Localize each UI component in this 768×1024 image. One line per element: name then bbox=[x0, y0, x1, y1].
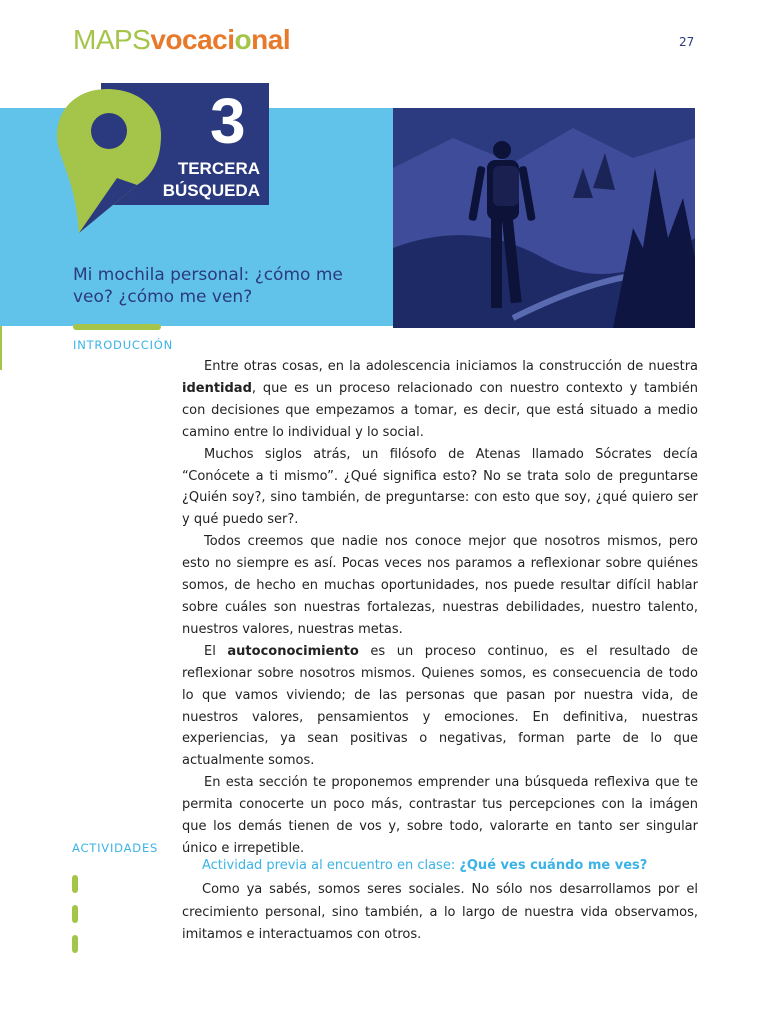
logo-vocacional bbox=[150, 24, 290, 55]
paragraph: Como ya sabés, somos seres sociales. No sólo nos desarrollamos por el crecimiento personal, sino también, a lo largo de nuestra vida observamos, imitamos e interactuamos con otros. bbox=[182, 882, 698, 942]
logo-voc-o: o bbox=[234, 24, 252, 55]
chapter-label-line1: TERCERA bbox=[177, 159, 260, 178]
chapter-number: 3 bbox=[210, 85, 246, 157]
section-intro-label: INTRODUCCIÓN bbox=[73, 338, 174, 352]
activity-dash bbox=[72, 905, 78, 923]
logo-voc-end: nal bbox=[251, 24, 291, 55]
activity-heading bbox=[202, 858, 647, 873]
chapter-label bbox=[140, 158, 260, 202]
logo-maps: MAPS bbox=[73, 24, 151, 55]
paragraph: En esta sección te proponemos emprender una búsqueda reflexiva que te permita conocerte un poco más, contrastar tus percepciones con la imágen que los demás tienen de vos y, sobre todo, valorarte en tanto ser singular único e irrepetible. bbox=[182, 775, 698, 856]
paragraph: Muchos siglos atrás, un filósofo de Atenas llamado Sócrates decía “Conócete a ti mismo”. ¿Qué significa esto? No se trata solo de preguntarse ¿Quién soy?, sino también, de preguntarse: con esto que soy, ¿qué quiero ser y qué puedo ser?. bbox=[182, 446, 698, 528]
hiker-illustration bbox=[393, 108, 695, 328]
chapter-title: Mi mochila personal: ¿cómo me veo? ¿cómo me ven? bbox=[73, 265, 343, 307]
intro-text bbox=[182, 356, 698, 860]
hiker-photo bbox=[393, 108, 695, 328]
page-number: 27 bbox=[679, 35, 695, 49]
chapter-label-line2: BÚSQUEDA bbox=[162, 181, 260, 200]
activity-dash bbox=[72, 875, 78, 893]
activity-lead: Actividad previa al encuentro en clase: bbox=[202, 858, 460, 873]
paragraph: Entre otras cosas, en la adolescencia iniciamos la construcción de nuestra identidad, que es un proceso relacionado con nuestro contexto y también con decisiones que empezamos a tomar, es decir, que está situado a medio camino entre lo individual y lo social. bbox=[182, 359, 698, 440]
paragraph: El autoconocimiento es un proceso continuo, es el resultado de reflexionar sobre nosotros mismos. Quienes somos, es consecuencia de todo lo que vamos viviendo; de las personas que pasan por nuestra vida, de nuestros valores, pensamientos y emociones. En definitiva, nuestras experiencias, ya sean positivas o negativas, forman parte de lo que actualmente somos. bbox=[182, 643, 698, 769]
activity-text bbox=[182, 879, 698, 947]
paragraph: Todos creemos que nadie nos conoce mejor que nosotros mismos, pero esto no siempre es así. Pocas veces nos paramos a reflexionar sobre quiénes somos, de hecho en muchas oportunidades, nos puede resultar difícil hablar sobre cuáles son nuestras fortalezas, nuestras debilidades, nuestro talento, nuestros valores, nuestras metas. bbox=[182, 534, 698, 637]
section-activities-label: ACTIVIDADES bbox=[72, 841, 159, 855]
title-underline bbox=[73, 324, 161, 330]
logo-voc-part: vocaci bbox=[150, 24, 235, 55]
map-pin-icon bbox=[91, 113, 127, 149]
brand-logo bbox=[73, 24, 290, 56]
activity-dash bbox=[72, 935, 78, 953]
activity-question: ¿Qué ves cuándo me ves? bbox=[459, 858, 648, 873]
